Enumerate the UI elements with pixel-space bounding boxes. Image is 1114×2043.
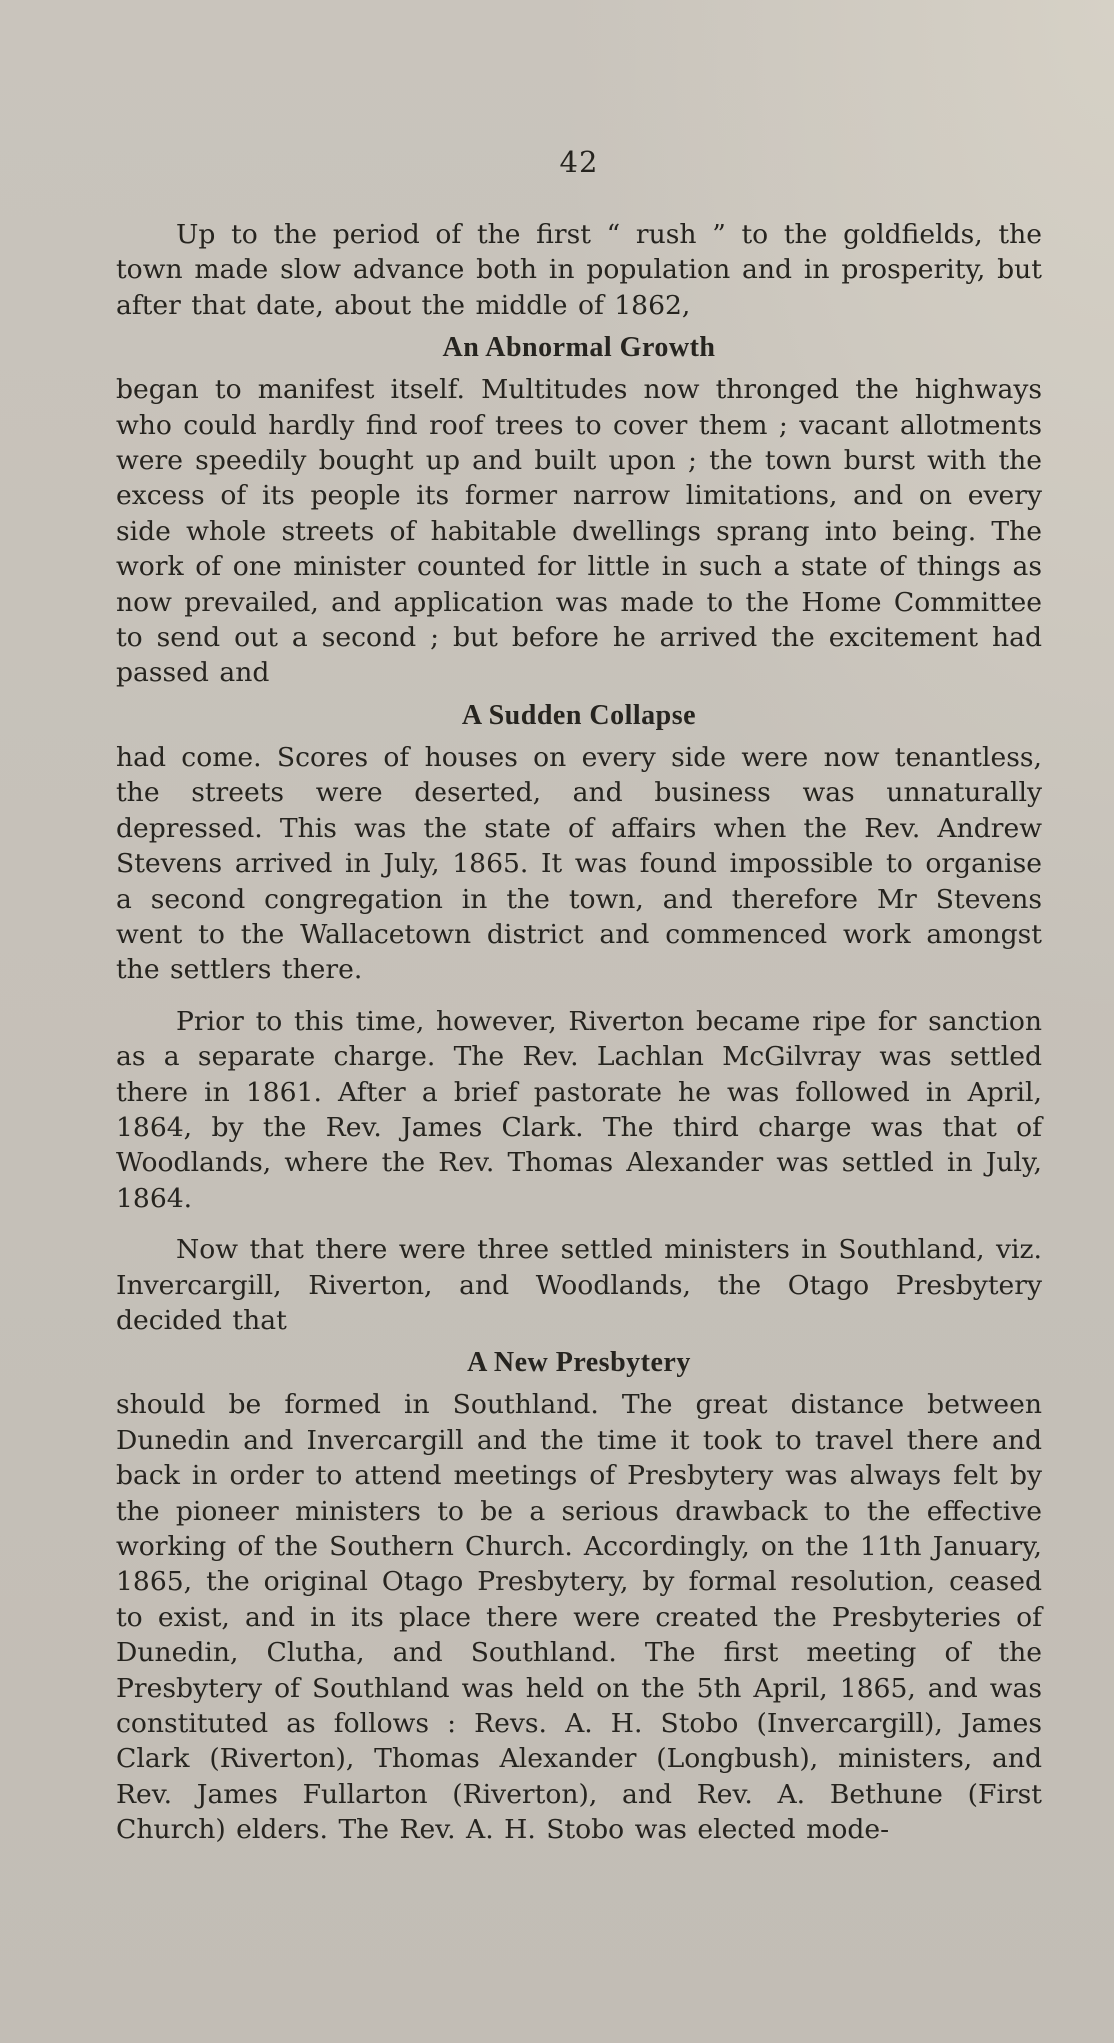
paragraph-3: had come. Scores of houses on every side were now tenantless, the streets were deserted, and business was unnaturally depressed. This was the state of affairs when the Rev. Andrew Stevens arrived in July, 1865. It was found impossible to organise a second congregation in the town, and therefore Mr Stevens went to the Wallacetown district and commenced work amongst the settlers there. bbox=[116, 741, 1042, 986]
paragraph-6: should be formed in Southland. The great distance between Dunedin and Invercargill and the time it took to travel there and back in order to attend meetings of Presbytery was always felt by the pioneer ministers to be a serious drawback to the effective working of the Southern Church. Accordingly, on the 11th January, 1865, the original Otago Presbytery, by formal resolution, ceased to exist, and in its place there were created the Presbyteries of Dunedin, Clutha, and Southland. The first meeting of the Presbytery of Southland was held on the 5th April, 1865, and was constituted as follows : Revs. A. H. Stobo (Invercargill), James Clark (Riverton), Thomas Alexander (Longbush), ministers, and Rev. James Fullarton (Riverton), and Rev. A. Bethune (First Church) elders. The Rev. A. H. Stobo was elected mode- bbox=[116, 1389, 1042, 1846]
section-heading-sudden-collapse: A Sudden Collapse bbox=[461, 699, 697, 731]
section-heading-new-presbytery: A New Presbytery bbox=[467, 1347, 691, 1379]
paragraph-1: Up to the period of the first “ rush ” to the goldfields, the town made slow advance both in population and in prosperity, but after that date, about the middle of 1862, bbox=[116, 219, 1042, 321]
paragraph-2: began to manifest itself. Multitudes now thronged the highways who could hardly find roof trees to cover them ; vacant allotments were speedily bought up and built upon ; the town burst with the excess of its people its former narrow limitations, and on every side whole streets of habitable dwellings sprang into being. The work of one minister counted for little in such a state of things as now prevailed, and application was made to the Home Committee to send out a second ; but before he arrived the excitement had passed and bbox=[116, 374, 1042, 689]
paragraph-4: Prior to this time, however, Riverton became ripe for sanction as a separate charge. The Rev. Lachlan McGilvray was settled there in 1861. After a brief pastorate he was followed in April, 1864, by the Rev. James Clark. The third charge was that of Woodlands, where the Rev. Thomas Alexander was settled in July, 1864. bbox=[116, 1005, 1042, 1214]
document-page bbox=[116, 145, 1042, 1848]
section-heading-abnormal-growth: An Abnormal Growth bbox=[442, 332, 716, 364]
paragraph-5: Now that there were three settled ministers in Southland, viz. Invercargill, Riverton, and Woodlands, the Otago Presbytery decided that bbox=[116, 1234, 1042, 1336]
page-number: 42 bbox=[559, 145, 599, 179]
